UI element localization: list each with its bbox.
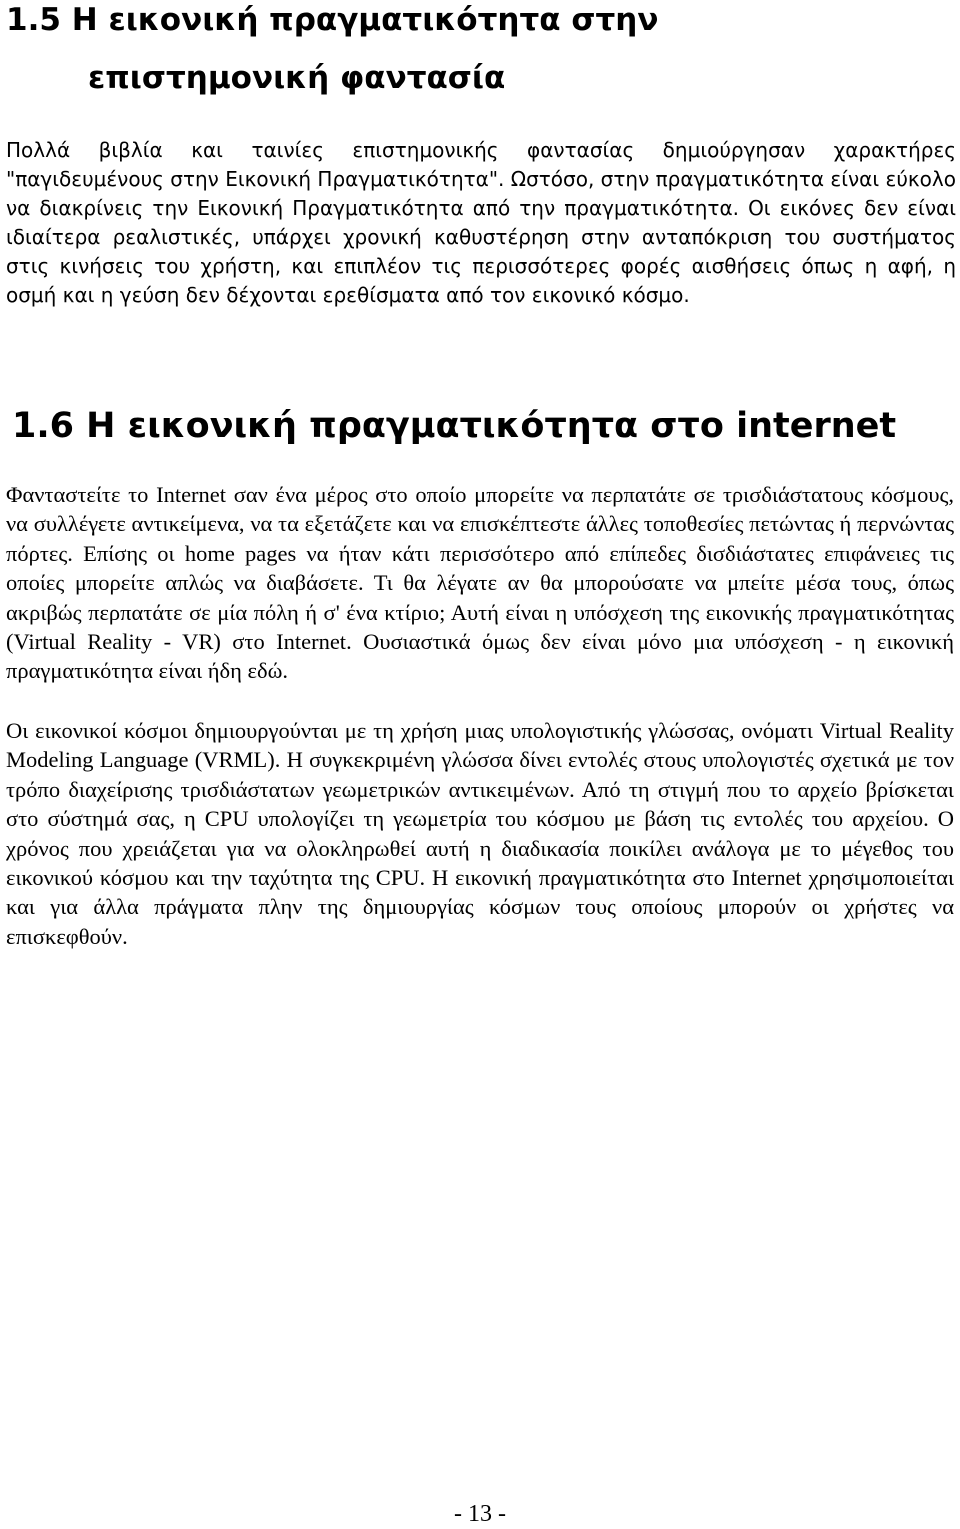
section-1-6-paragraph-1: Φανταστείτε το Internet σαν ένα μέρος στο οποίο μπορείτε να περπατάτε σε τρισδιάστατους κόσμους, να συλλέγετε αντικείμενα, να τα εξετάζετε και να επισκέπτεστε άλλες τοποθεσίες πετώντας ή περνώντας πόρτες. Επίσης οι home pages να ήταν κάτι περισσότερο από επίπεδες δισδιάστατες επιφάνειες τις οποίες μπορείτε απλώς να διαβάσετε. Τι θα λέγατε αν θα μπορούσατε να μπείτε μέσα τους, όπως ακριβώς περπατάτε σε μία πόλη ή σ' ένα κτίριο; Αυτή είναι η υπόσχεση της εικονικής πραγματικότητας (Virtual Reality - VR) στο Internet. Ουσιαστικά όμως δεν είναι μόνο μια υπόσχεση - η εικονική πραγματικότητα είναι ήδη εδώ. xyxy=(6,482,954,684)
section-1-6-paragraph-2: Οι εικονικοί κόσμοι δημιουργούνται με τη χρήση μιας υπολογιστικής γλώσσας, ονόματι Virtual Reality Modeling Language (VRML). Η συγκεκριμένη γλώσσα δίνει εντολές στους υπολογιστές σχετικά με τον τρόπο διαχείρισης τρισδιάστατων γεωμετρικών αντικειμένων. Από τη στιγμή που το αρχείο βρίσκεται στο σύστημά σας, η CPU υπολογίζει τη γεωμετρία του κόσμου με βάση τις εντολές του αρχείου. Ο χρόνος που χρειάζεται για να ολοκληρωθεί αυτή η διαδικασία ποικίλει ανάλογα με το μέγεθος του εικονικού κόσμου και την ταχύτητα της CPU. Η εικονική πραγματικότητα στο Internet χρησιμοποιείται και για άλλα πράγματα πλην της δημιουργίας κόσμων τους οποίους μπορούν οι χρήστες να επισκεφθούν. xyxy=(6,718,954,949)
section-1-5-title-line1: 1.5 Η εικονική πραγματικότητα στην xyxy=(6,2,659,38)
section-1-5-paragraph: Πολλά βιβλία και ταινίες επιστημονικής φαντασίας δημιούργησαν χαρακτήρες "παγιδευμένους στην Εικονική Πραγματικότητα". Ωστόσο, στην πραγματικότητα είναι εύκολο να διακρίνεις την Εικονική Πραγματικότητα από την πραγματικότητα. Οι εικόνες δεν είναι ιδιαίτερα ρεαλιστικές, υπάρχει χρονική καθυστέρηση στην ανταπόκριση του συστήματος στις κινήσεις του χρήστη, και επιπλέον τις περισσότερες φορές αισθήσεις όπως η αφή, η οσμή και η γεύση δεν δέχονται ερεθίσματα από τον εικονικό κόσμο. xyxy=(6,138,956,307)
section-1-5-title-line2: επιστημονική φαντασία xyxy=(88,60,506,96)
page-number: - 13 - xyxy=(454,1501,506,1527)
section-1-6-title: 1.6 Η εικονική πραγματικότητα στο internet xyxy=(12,406,897,446)
